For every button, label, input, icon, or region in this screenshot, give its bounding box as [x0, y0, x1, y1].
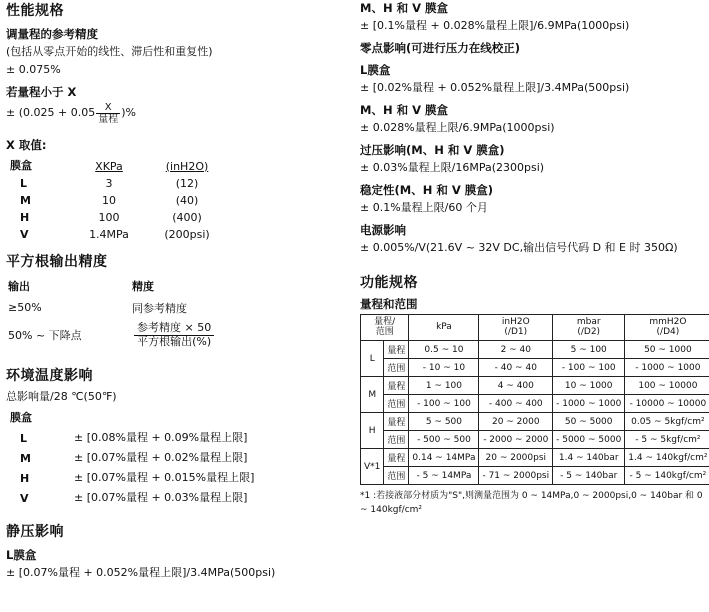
- cell: 1 ~ 100: [409, 377, 479, 395]
- cell: - 500 ~ 500: [409, 431, 479, 449]
- row-output: ≥50%: [8, 301, 42, 315]
- cell: - 5 ~ 140bar: [553, 467, 625, 485]
- power-value: ± 0.005%/V(21.6V ~ 32V DC,输出信号代码 D 和 E 时 350Ω): [360, 240, 678, 254]
- col-header-output: 输出: [8, 279, 30, 293]
- span-less-formula: [6, 102, 336, 125]
- span-less-heading: 若量程小于 X: [6, 84, 77, 99]
- table-row: [6, 226, 226, 243]
- cell: 50 ~ 5000: [553, 413, 625, 431]
- overpressure-heading: 过压影响(M、H 和 V 膜盒): [360, 142, 505, 157]
- row-value: ± [0.07%量程 + 0.03%量程上限]: [74, 491, 248, 505]
- section-title-performance: 性能规格: [6, 3, 64, 19]
- row-label: L: [20, 176, 28, 190]
- stability-heading: 稳定性(M、H 和 V 膜盒): [360, 182, 493, 197]
- static-cont-sub: M、H 和 V 膜盒: [360, 1, 448, 15]
- cell: 0.5 ~ 10: [409, 341, 479, 359]
- ref-accuracy-value: ± 0.075%: [6, 62, 61, 76]
- col-header-inh2o: inH2O (/D1): [479, 314, 553, 341]
- cell: 100 ~ 10000: [625, 377, 709, 395]
- col-header-accuracy: 精度: [132, 279, 154, 293]
- row-accuracy: 同参考精度: [132, 301, 187, 315]
- cell: 0.14 ~ 14MPa: [409, 449, 479, 467]
- table-row: [6, 209, 226, 226]
- row-inh2o: (40): [175, 193, 199, 207]
- cell: - 100 ~ 100: [553, 359, 625, 377]
- row-type: L: [361, 341, 384, 377]
- row-line-label: 范围: [384, 467, 409, 485]
- col-header-inh2o: (inH2O): [165, 159, 209, 173]
- table-row: [361, 359, 709, 377]
- row-label: H: [20, 472, 30, 486]
- cell: 50 ~ 1000: [625, 341, 709, 359]
- x-values-table: [6, 155, 226, 243]
- row-value: ± [0.07%量程 + 0.015%量程上限]: [74, 471, 255, 485]
- temp-sub: 总影响量/28 ℃(50℉): [6, 390, 117, 404]
- cell: - 71 ~ 2000psi: [479, 467, 553, 485]
- row-kpa: 1.4MPa: [89, 227, 129, 241]
- zero-sub-l: L膜盒: [360, 62, 391, 77]
- row-label: V: [20, 492, 29, 506]
- range-subtitle: 量程和范围: [360, 296, 418, 311]
- table-row: [6, 487, 258, 507]
- range-table-footnote: *1 :若接液部分材质为"S",则测量范围为 0 ~ 14MPa,0 ~ 2000psi,0 ~ 140bar 和 0 ~ 140kgf/cm²: [360, 491, 703, 515]
- cell: 5 ~ 100: [553, 341, 625, 359]
- cell: - 10 ~ 10: [409, 359, 479, 377]
- formula-fraction: [96, 102, 120, 125]
- range-table: [360, 314, 709, 486]
- table-row: [361, 413, 709, 431]
- row-label: L: [20, 432, 28, 446]
- cell: 10 ~ 1000: [553, 377, 625, 395]
- cell: - 5 ~ 5kgf/cm²: [625, 431, 709, 449]
- cell: 5 ~ 500: [409, 413, 479, 431]
- col-header-membrane: 膜盒: [10, 158, 32, 172]
- row-value: ± [0.07%量程 + 0.02%量程上限]: [74, 451, 248, 465]
- section-title-sqrt: 平方根输出精度: [6, 253, 108, 270]
- row-inh2o: (12): [175, 176, 199, 190]
- row-type: M: [361, 377, 384, 413]
- row-kpa: 10: [102, 193, 116, 207]
- temp-effect-table: [6, 407, 258, 507]
- cell: 1.4 ~ 140bar: [553, 449, 625, 467]
- static-sub: L膜盒: [6, 548, 37, 563]
- table-row: [6, 192, 226, 209]
- cell: - 40 ~ 40: [479, 359, 553, 377]
- static-cont-value: ± [0.1%量程 + 0.028%量程上限]/6.9MPa(1000psi): [360, 19, 630, 32]
- zero-value-mhv: ± 0.028%量程上限/6.9MPa(1000psi): [360, 120, 555, 134]
- section-title-functional: 功能规格: [360, 274, 418, 291]
- static-value: ± [0.07%量程 + 0.052%量程上限]/3.4MPa(500psi): [6, 566, 276, 580]
- cell: 1.4 ~ 140kgf/cm²: [625, 449, 709, 467]
- row-type: V*1: [361, 449, 384, 485]
- cell: 0.05 ~ 5kgf/cm²: [625, 413, 709, 431]
- cell: - 10000 ~ 10000: [625, 395, 709, 413]
- cell: - 5 ~ 14MPa: [409, 467, 479, 485]
- cell: 4 ~ 400: [479, 377, 553, 395]
- col-header-mmh2o: mmH2O (/D4): [625, 314, 709, 341]
- row-line-label: 范围: [384, 395, 409, 413]
- table-row: [6, 467, 258, 487]
- row-accuracy-fraction: [130, 319, 336, 351]
- table-row: [6, 427, 258, 447]
- overpressure-value: ± 0.03%量程上限/16MPa(2300psi): [360, 160, 545, 174]
- cell: - 100 ~ 100: [409, 395, 479, 413]
- x-values-heading: X 取值:: [6, 137, 47, 152]
- section-title-temp: 环境温度影响: [6, 368, 93, 385]
- col-header-kpa: kPa: [409, 314, 479, 341]
- table-row: [361, 341, 709, 359]
- row-inh2o: (400): [172, 210, 202, 224]
- zero-sub-mhv: M、H 和 V 膜盒: [360, 102, 448, 117]
- row-type: H: [361, 413, 384, 449]
- table-row: [6, 175, 226, 192]
- accuracy-fraction: [134, 322, 214, 348]
- row-line-label: 量程: [384, 341, 409, 359]
- row-kpa: 100: [98, 210, 120, 224]
- cell: - 400 ~ 400: [479, 395, 553, 413]
- formula-denominator: 量程: [98, 113, 119, 125]
- table-header-row: [6, 275, 336, 297]
- fraction-numerator: 参考精度 × 50: [134, 322, 214, 336]
- corner-top: 量程/: [374, 316, 396, 327]
- formula-numerator: X: [96, 102, 120, 114]
- sqrt-accuracy-table: [6, 275, 336, 351]
- cell: 20 ~ 2000: [479, 413, 553, 431]
- stability-value: ± 0.1%量程上限/60 个月: [360, 200, 488, 214]
- table-header-row: [361, 314, 709, 341]
- row-line-label: 范围: [384, 431, 409, 449]
- cell: - 2000 ~ 2000: [479, 431, 553, 449]
- col-header-value: [70, 407, 258, 427]
- zero-effect-heading: 零点影响(可进行压力在线校正): [360, 40, 521, 55]
- formula-prefix: ± (0.025 + 0.05: [6, 105, 96, 119]
- col-header-kpa: XKPa: [95, 159, 123, 173]
- row-label: V: [20, 227, 29, 241]
- ref-accuracy-note: (包括从零点开始的线性、滞后性和重复性): [6, 45, 213, 58]
- row-line-label: 量程: [384, 413, 409, 431]
- zero-value-l: ± [0.02%量程 + 0.052%量程上限]/3.4MPa(500psi): [360, 80, 630, 94]
- cell: - 1000 ~ 1000: [553, 395, 625, 413]
- row-line-label: 范围: [384, 359, 409, 377]
- cell: - 5 ~ 140kgf/cm²: [625, 467, 709, 485]
- table-row: [361, 431, 709, 449]
- row-value: ± [0.08%量程 + 0.09%量程上限]: [74, 431, 248, 445]
- row-inh2o: (200psi): [164, 227, 210, 241]
- row-kpa: 3: [105, 176, 113, 190]
- section-title-static: 静压影响: [6, 524, 64, 541]
- table-row: [361, 449, 709, 467]
- corner-header: [361, 314, 409, 341]
- fraction-denominator: 平方根输出(%): [137, 334, 212, 348]
- cell: 20 ~ 2000psi: [479, 449, 553, 467]
- col-header-membrane: 膜盒: [10, 411, 32, 425]
- table-row: [6, 297, 336, 319]
- corner-bottom: 范围: [375, 327, 394, 338]
- row-output: 50% ~ 下降点: [8, 329, 82, 343]
- row-line-label: 量程: [384, 377, 409, 395]
- col-header-mbar: mbar (/D2): [553, 314, 625, 341]
- cell: - 1000 ~ 1000: [625, 359, 709, 377]
- table-row: [6, 319, 336, 351]
- table-row: [361, 377, 709, 395]
- table-header-row: [6, 155, 226, 175]
- row-label: H: [20, 210, 30, 224]
- row-label: M: [20, 193, 31, 207]
- table-header-row: [6, 407, 258, 427]
- formula-suffix: )%: [121, 105, 136, 119]
- table-row: [361, 467, 709, 485]
- table-row: [361, 395, 709, 413]
- row-line-label: 量程: [384, 449, 409, 467]
- cell: 2 ~ 40: [479, 341, 553, 359]
- left-column: [6, 0, 336, 583]
- table-row: [6, 447, 258, 467]
- right-column: [360, 0, 708, 517]
- cell: - 5000 ~ 5000: [553, 431, 625, 449]
- ref-accuracy-heading: 调量程的参考精度: [6, 27, 98, 41]
- row-label: M: [20, 452, 31, 466]
- power-heading: 电源影响: [360, 222, 406, 237]
